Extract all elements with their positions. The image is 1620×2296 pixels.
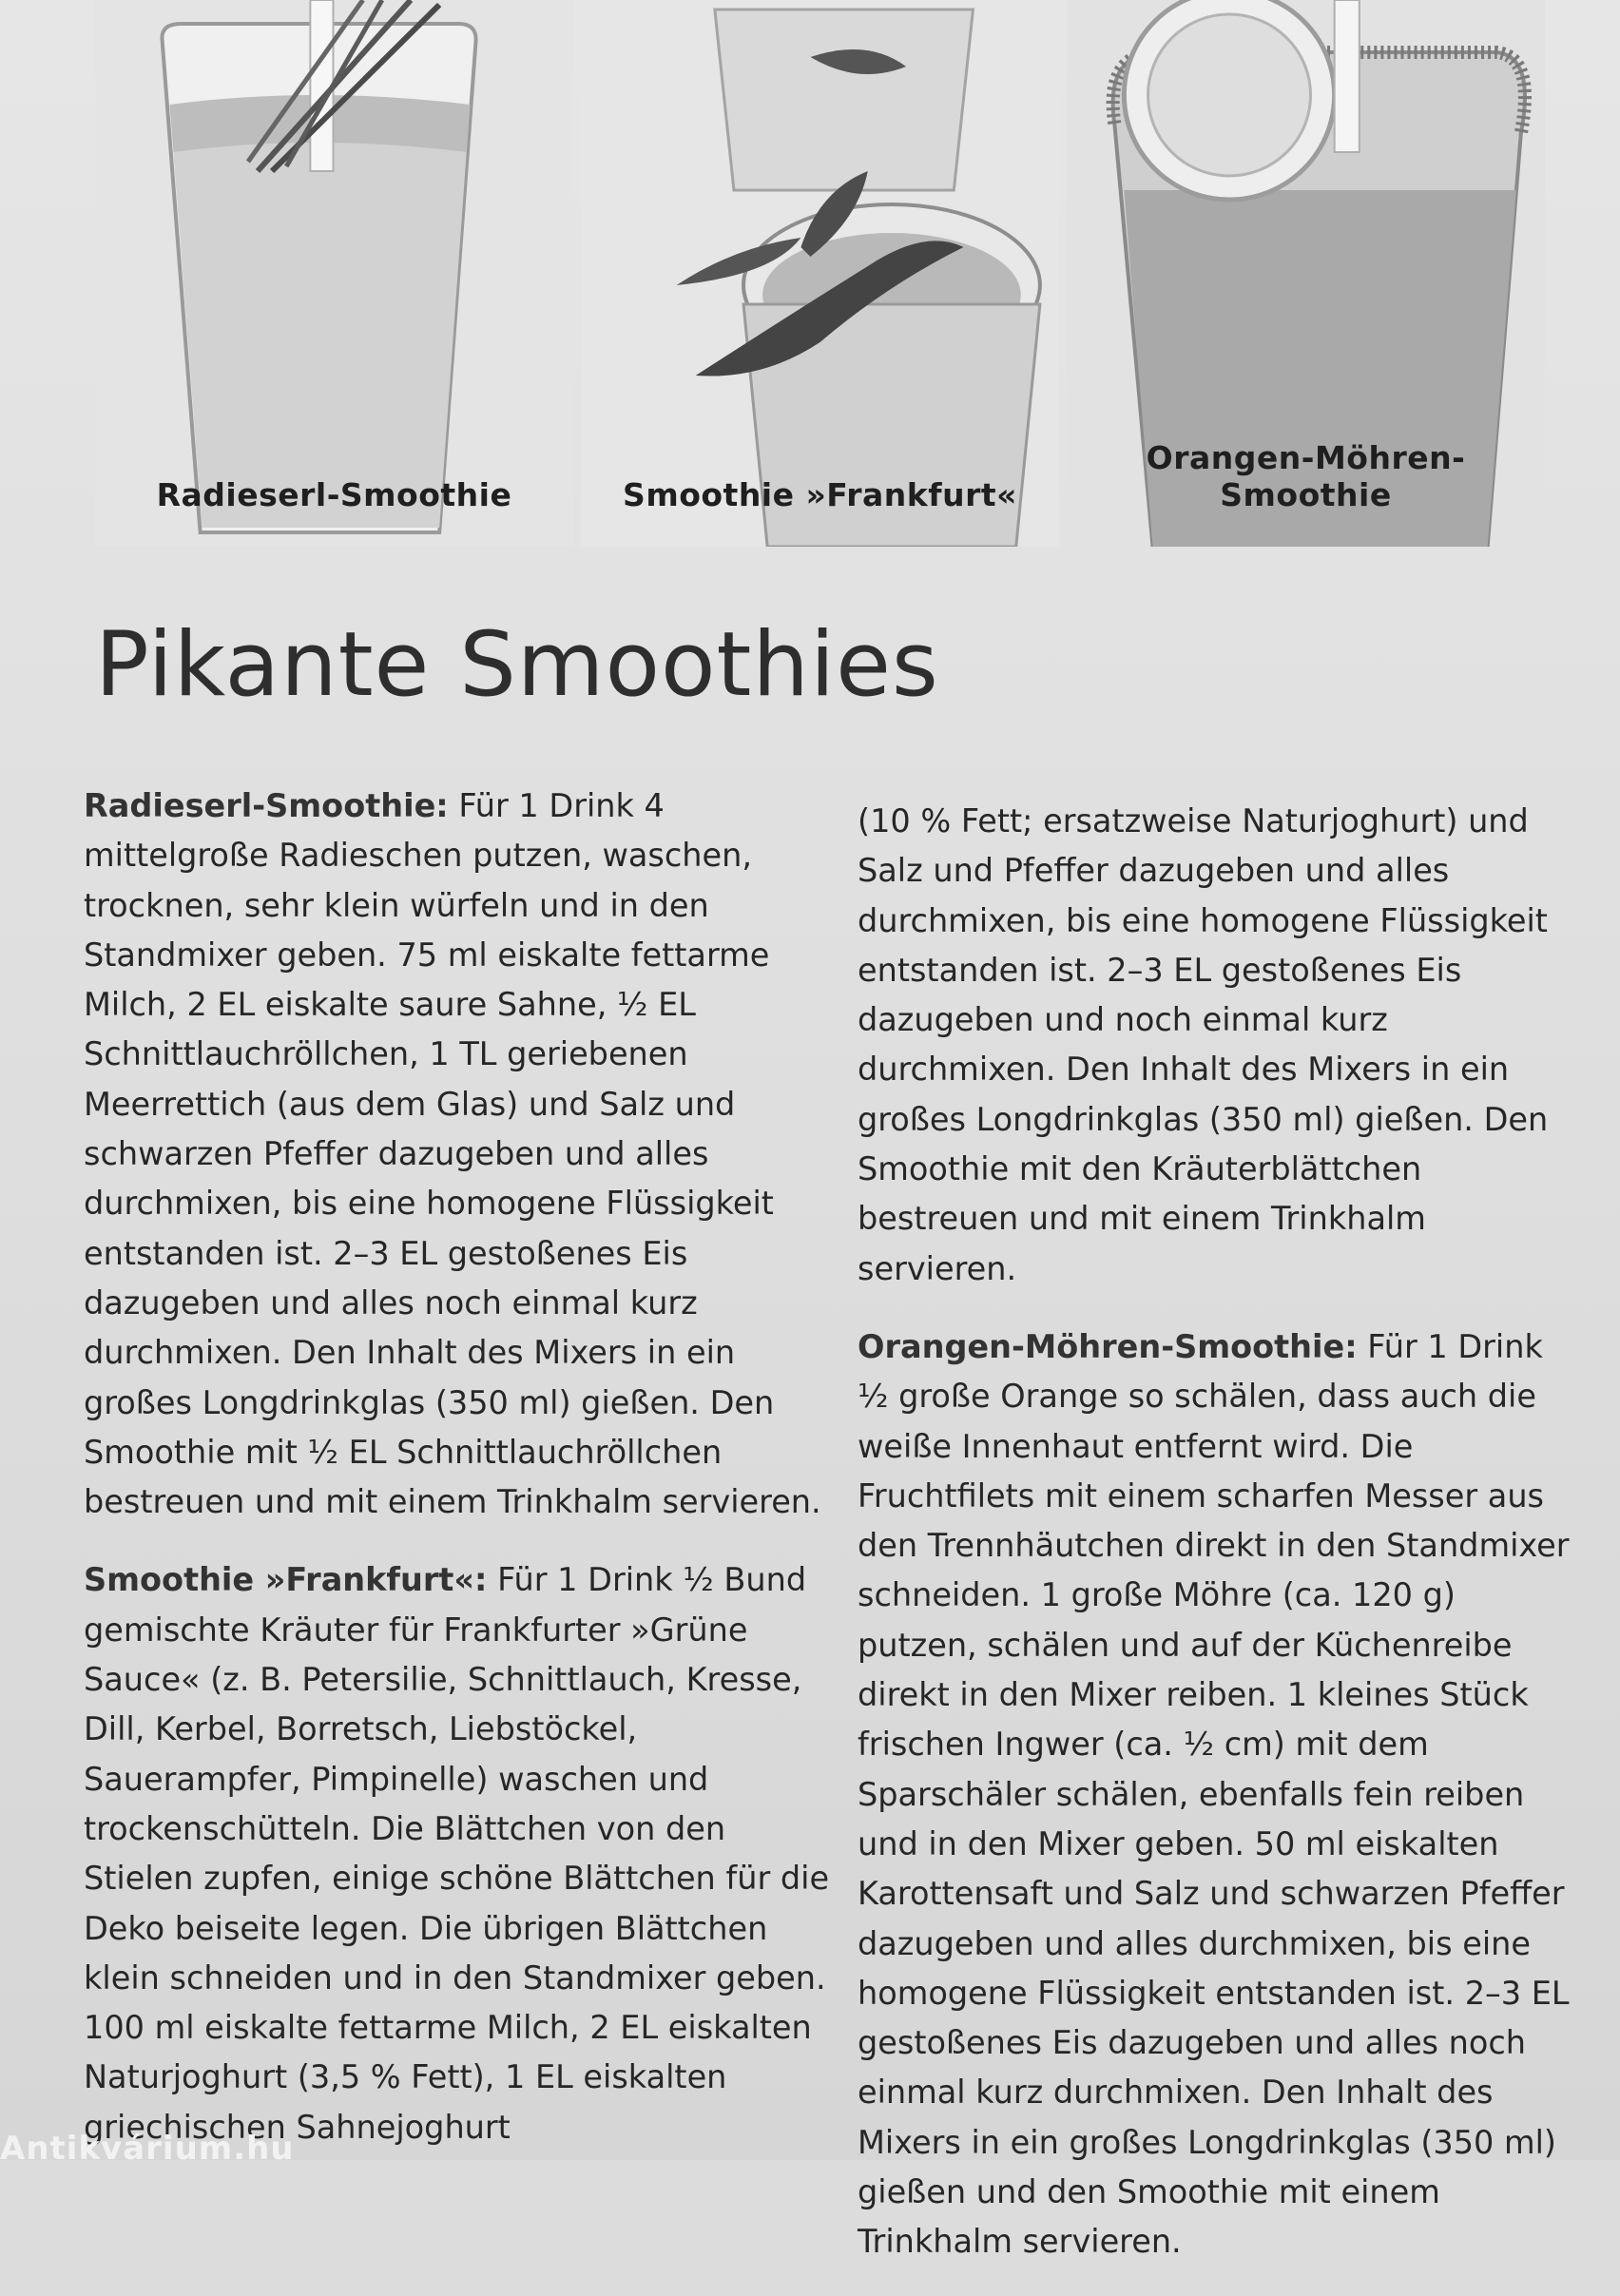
watermark-text: Antikvárium.hu bbox=[0, 2130, 295, 2168]
photo-caption: Orangen-Möhren-Smoothie bbox=[1146, 439, 1466, 513]
recipe-orangen bbox=[858, 1322, 1575, 2267]
recipe-frankfurt bbox=[84, 1555, 835, 2152]
photo-smoothie-frankfurt bbox=[581, 0, 1059, 547]
photo-caption: Radieserl-Smoothie bbox=[156, 476, 512, 513]
recipe-text: (10 % Fett; ersatzweise Naturjoghurt) und Salz und Pfeffer dazugeben und alles durchmixen, bis eine homogene Flüssigkeit entstanden ist. 2–3 EL gestoßenes Eis dazugeben und noch einmal kurz durchmixen. Den Inhalt des Mixers in ein großes Longdrinkglas (350 ml) gießen. Den Smoothie mit den Kräuterblättchen bestreuen und mit einem Trinkhalm servieren. bbox=[858, 802, 1549, 1287]
recipe-text: Für 1 Drink ½ große Orange so schälen, dass auch die weiße Innenhaut entfernt wird. Die Fruchtfilets mit einem scharfen Messer aus den Trennhäutchen direkt in den Standmixer schneiden. 1 große Möhre (ca. 120 g) putzen, schälen und auf der Küchenreibe direkt in den Mixer reiben. 1 kleines Stück frischen Ingwer (ca. ½ cm) mit dem Sparschäler schälen, ebenfalls fein reiben und in den Mixer geben. 50 ml eiskalten Karottensaft und Salz und schwarzen Pfeffer dazugeben und alles durchmixen, bis eine homogene Flüssigkeit entstanden ist. 2–3 EL gestoßenes Eis dazugeben und alles noch einmal kurz durchmixen. Den Inhalt des Mixers in ein großes Longdrinkglas (350 ml) gießen und den Smoothie mit einem Trinkhalm servieren. bbox=[858, 1327, 1570, 2261]
photo-strip bbox=[95, 0, 1545, 547]
recipe-title: Radieserl-Smoothie: bbox=[84, 787, 449, 824]
recipe-text: Für 1 Drink 4 mittelgroße Radieschen putzen, waschen, trocknen, sehr klein würfeln und in den Standmixer geben. 75 ml eiskalte fettarme Milch, 2 EL eiskalte saure Sahne, ½ EL Schnittlauchröllchen, 1 TL geriebenen Meerrettich (aus dem Glas) und Salz und schwarzen Pfeffer dazugeben und alles durchmixen, bis eine homogene Flüssigkeit entstanden ist. 2–3 EL gestoßenes Eis dazugeben und alles noch einmal kurz durchmixen. Den Inhalt des Mixers in ein großes Longdrinkglas (350 ml) gießen. Den Smoothie mit ½ EL Schnittlauchröllchen bestreuen und mit einem Trinkhalm servieren. bbox=[84, 787, 821, 1521]
recipe-radieserl bbox=[84, 781, 835, 1527]
frankfurt-glass-image bbox=[581, 0, 1059, 547]
page-title: Pikante Smoothies bbox=[95, 613, 939, 717]
photo-radieserl-smoothie bbox=[95, 0, 573, 547]
recipe-title: Orangen-Möhren-Smoothie: bbox=[858, 1327, 1358, 1365]
photo-orangen-moehren-smoothie bbox=[1067, 0, 1545, 547]
recipe-text: Für 1 Drink ½ Bund gemischte Kräuter für Frankfurter »Grüne Sauce« (z. B. Petersilie, Schnittlauch, Kresse, Dill, Kerbel, Borretsch, Liebstöckel, Sauerampfer, Pimpinelle) waschen und trockenschütteln. Die Blättchen von den Stielen zupfen, einige schöne Blättchen für die Deko beiseite legen. Die übrigen Blättchen klein schneiden und in den Standmixer geben. 100 ml eiskalte fettarme Milch, 2 EL eiskalten Naturjoghurt (3,5 % Fett), 1 EL eiskalten griechischen Sahnejoghurt bbox=[84, 1561, 830, 2146]
text-column-left bbox=[84, 781, 835, 2181]
text-column-right bbox=[858, 797, 1575, 2296]
radieserl-glass-image bbox=[95, 0, 573, 547]
recipe-title: Smoothie »Frankfurt«: bbox=[84, 1561, 488, 1599]
recipe-frankfurt-continued bbox=[858, 797, 1575, 1294]
photo-caption: Smoothie »Frankfurt« bbox=[623, 476, 1017, 513]
